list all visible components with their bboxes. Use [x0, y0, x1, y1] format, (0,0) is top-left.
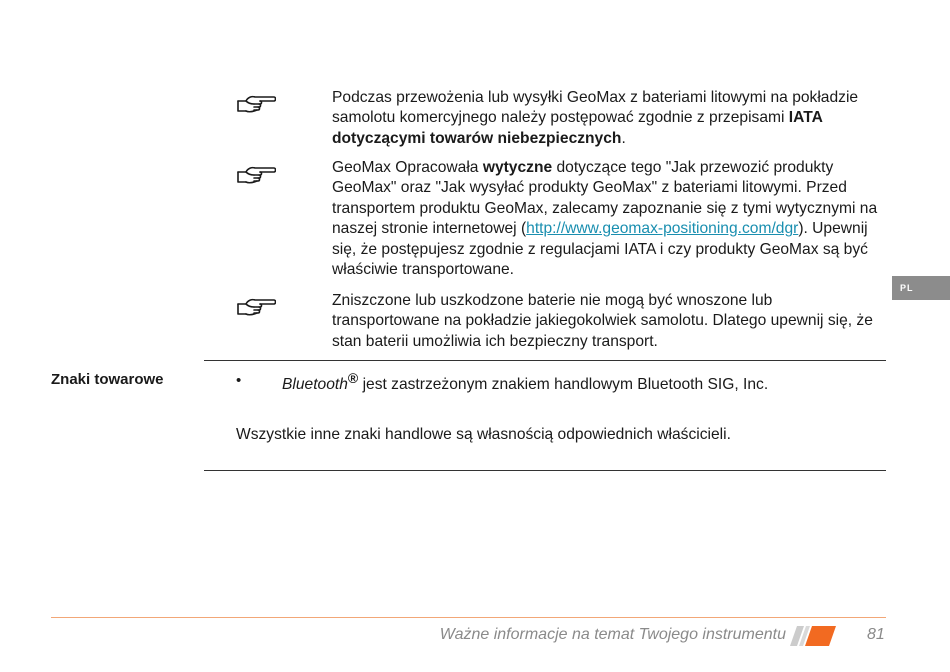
pointing-hand-icon	[236, 92, 276, 116]
pointing-hand-icon	[236, 163, 276, 187]
trademarks-heading: Znaki towarowe	[51, 371, 164, 388]
note-iata-text: Podczas przewożenia lub wysyłki GeoMax z bateriami litowymi na pokładzie samolotu komercyjnego należy postępować zgodnie z przepisami IATA dotyczącymi towarów niebezpiecznych.	[332, 89, 859, 147]
language-tab-pl[interactable]: PL	[892, 276, 950, 300]
note-damaged-batteries-text: Zniszczone lub uszkodzone baterie nie mogą być wnoszone lub transportowane na pokładzie jakiegokolwiek samolotu. Dlatego upewnij się, że stan baterii umożliwia ich bezpieczny transport.	[332, 292, 873, 350]
section-divider	[204, 470, 886, 471]
footer-stripes-icon	[790, 626, 836, 646]
footer-title: Ważne informacje na temat Twojego instrumentu	[439, 626, 786, 643]
bluetooth-trademark-item: Bluetooth® jest zastrzeżonym znakiem handlowym Bluetooth SIG, Inc.	[282, 369, 769, 393]
bluetooth-brand: Bluetooth	[282, 376, 348, 393]
pointing-hand-icon	[236, 295, 276, 319]
section-divider	[204, 360, 886, 361]
footer-line	[51, 617, 886, 618]
bullet-marker: •	[236, 372, 242, 389]
other-trademarks-text: Wszystkie inne znaki handlowe są własnością odpowiednich właścicieli.	[236, 426, 731, 443]
guidelines-link[interactable]: http://www.geomax-positioning.com/dgr	[526, 220, 799, 238]
page-number: 81	[867, 626, 885, 643]
note-guidelines-text: GeoMax Opracowała wytyczne dotyczące tego "Jak przewozić produkty GeoMax" oraz "Jak wysyłać produkty GeoMax" z bateriami litowymi. Przed transportem produktu GeoMax, zalecamy zapoznanie się z tymi wytycznymi na naszej stronie internetowej (http://www.geomax-positioning.com/dgr). Upewnij się, że postępujesz zgodnie z regulacjami IATA i czy produkty GeoMax są być właściwie transportowane.	[332, 159, 878, 279]
registered-mark: ®	[347, 369, 359, 386]
